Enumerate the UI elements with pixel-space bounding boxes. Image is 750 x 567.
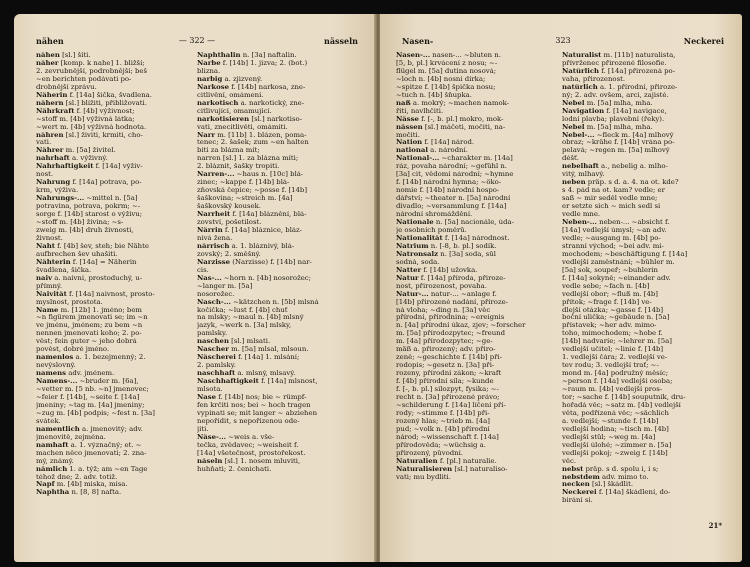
dictionary-line: sodná, soda. [396, 258, 440, 266]
dictionary-line: pud; ~volk n. [4b] přírodní [396, 425, 490, 433]
dictionary-line: neben präp. s d. a. 4. na ot. kde? [562, 179, 679, 187]
dictionary-line: věst; fein guter ~ jeho dobrá [36, 338, 137, 346]
dictionary-line: ~vetter m. [5 nb. ~n] jmenovec; [36, 386, 149, 394]
dictionary-line: ný; 2. adv. ovšem, arci, zajisté. [562, 91, 669, 99]
dictionary-line: 2. pamlsky. [197, 362, 236, 370]
dictionary-line: toho, mimochodem; ~hobe f. [562, 330, 663, 338]
dictionary-line: Näherin f. [14a] šička, švadlena. [36, 91, 152, 99]
right-column-1 [396, 52, 551, 481]
dictionary-line: kočička; ~lust f. [4b] chuť [197, 306, 288, 314]
dictionary-line: močiti. [396, 131, 420, 139]
dictionary-line: rozeny, přírodní zákon; ~kraft [396, 370, 502, 378]
dictionary-line: jazyk, ~werk n. [3a] mlsky, [197, 322, 292, 330]
dictionary-line: vati. [36, 139, 52, 147]
dictionary-line: f. [14a] sokyně; ~einander adv. [562, 274, 671, 282]
left-page-header [36, 36, 358, 48]
dictionary-line: věta, podřízená věc; ~sächlich [562, 409, 669, 417]
dictionary-line: Närrin f. [14a] bláznice, bláz- [197, 226, 302, 234]
dictionary-line: citlivění, omámení. [197, 91, 264, 99]
dictionary-line: rody; ~stimme f. [14b] při- [396, 409, 490, 417]
dictionary-line: a. vedlejší; ~stunde f. [14b] [562, 417, 659, 425]
dictionary-line: nevýslovný. [36, 362, 76, 370]
dictionary-line: Naturalist m. [11b] naturalista, [562, 52, 676, 59]
dictionary-line: Name m. [12b] 1. jméno; bem [36, 306, 142, 314]
signature-mark: 21* [708, 521, 722, 530]
dictionary-line: namenlos a. 1. bezejmenný; 2. [36, 354, 146, 362]
dictionary-line: ~en berichten podávati po- [36, 75, 132, 83]
dictionary-line: přirozený, původní. [396, 449, 463, 457]
dictionary-line: Näscherei f. [14a] 1. mlsání; [197, 354, 300, 362]
dictionary-line: jmeniny; ~tag m. [4a] jmeniny; [36, 401, 145, 409]
dictionary-line: Natur f. [14a] příroda, přiroze- [396, 274, 506, 282]
dictionary-line: cis. [197, 266, 209, 274]
dictionary-line: ~stoff m. [4b] živina; ~s- [36, 219, 124, 227]
dictionary-line: nähern [sl.] blížiti, přibližovati. [36, 99, 147, 107]
dictionary-line: [14b] nadvaríe; ~lehrer m. [5a] [562, 338, 672, 346]
dictionary-line: Naphtha n. [8, 8] nafta. [36, 489, 122, 497]
dictionary-line: vedlejší obor; ~fluß m. [4b] [562, 290, 658, 298]
dictionary-line: [14a] všetečnost, prostořekost. [197, 449, 306, 457]
dictionary-line: nähen [sl.] šíti. [36, 52, 91, 59]
dictionary-line: zovství, pošetilost. [197, 219, 262, 227]
dictionary-line: citlivující, omamující. [197, 107, 272, 115]
dictionary-line: vedle; ~ausgang m. [4b] po- [562, 234, 661, 242]
dictionary-line: Nährkraft f. [4b] výživnost; [36, 107, 135, 115]
dictionary-line: ~schilderung f. [14a] líčení pří- [396, 401, 506, 409]
dictionary-line: vedlejší stůl; ~weg m. [4a] [562, 433, 656, 441]
dictionary-line: Narrheit f. [14a] bláznění, blá- [197, 211, 307, 219]
page-number: — 322 — [178, 36, 216, 45]
dictionary-line: narbig a. zjizvený. [197, 75, 263, 83]
dictionary-line: Nasch-... ~kätzchen n. [5b] mlsná [197, 298, 319, 306]
dictionary-line: Nahrhaftigkeit f. [14a] výživ- [36, 163, 143, 171]
dictionary-line: näseln [sl.] 1. nosem mluviti, [197, 457, 301, 465]
dictionary-line: ~tuch n. [4b] šňupka. [396, 91, 472, 99]
right-page-header [402, 36, 724, 48]
right-column-2 [562, 52, 717, 505]
dictionary-line: Naphthalin n. [3a] naftalin. [197, 52, 297, 59]
dictionary-line: je osobních poměrů. [396, 226, 467, 234]
dictionary-line: Naturalisieren [sl.] naturaliso- [396, 465, 508, 473]
dictionary-line: mond m. [4a] podružný měsíc; [562, 370, 669, 378]
dictionary-line: namens adv. jménem. [36, 370, 115, 378]
dictionary-line: huhňati; 2. čenichati. [197, 465, 272, 473]
dictionary-line: mlsota. [197, 386, 223, 394]
dictionary-line: rodopis; ~gesetz n. [3a] při- [396, 362, 495, 370]
dictionary-line: ~wert m. [4b] výživná hodnota. [36, 123, 147, 131]
dictionary-line: Nässe f. [-, b. pl.] mokro, mok- [396, 115, 504, 123]
dictionary-line: přívrženec přirozené filosofie. [562, 59, 667, 67]
dictionary-line: živnost. [36, 234, 63, 242]
dictionary-line: [14a] vedlejší úmysl; ~an adv. [562, 226, 667, 234]
dictionary-line: švadlena, šička. [36, 266, 92, 274]
running-head-right: nässeln [324, 36, 358, 46]
dictionary-line: přírodní, přírodnina; ~ereignis [396, 314, 505, 322]
dictionary-line: blizna. [197, 67, 221, 75]
dictionary-line: Natronsalz n. [3a] soda, sůl [396, 250, 496, 258]
dictionary-line: zovský; 2. směšný. [197, 250, 261, 258]
dictionary-line: Natürlich f. [14a] přirozená po- [562, 67, 676, 75]
dictionary-line: Nation f. [14a] národ. [396, 139, 475, 147]
dictionary-line: jíti. [197, 425, 209, 433]
dictionary-line: Nährer m. [5a] živitel. [36, 147, 116, 155]
dictionary-line: Narbe f. [14b] 1. jizva; 2. (bot.) [197, 59, 308, 67]
dictionary-line: přímný. [36, 282, 63, 290]
dictionary-line: Napf m. [4b] miska, mísa. [36, 481, 128, 489]
dictionary-line: tor; ~sache f. [14b] souputník, dru- [562, 393, 686, 401]
open-book [14, 14, 742, 562]
dictionary-line: naß a. mokrý; ~machen namok- [396, 99, 509, 107]
dictionary-line: nost, přirozenost, povaha. [396, 282, 487, 290]
dictionary-line: närrisch a. 1. bláznivý, blá- [197, 242, 295, 250]
running-head-right: Neckerei [683, 36, 724, 46]
running-head-left: Nasen- [402, 36, 434, 46]
dictionary-line: Natrium n. [-8, b. pl.] sodík. [396, 242, 497, 250]
dictionary-line: krm, výživa. [36, 187, 79, 195]
dictionary-line: [5, b, pl.] krvácení z nosu; ~- [396, 59, 498, 67]
dictionary-line: šaškovský kousek. [197, 203, 261, 211]
dictionary-line: Namens-... ~bruder m. [6a], [36, 378, 139, 386]
dictionary-line: zňovská čepice; ~posse f. [14b] [197, 187, 308, 195]
dictionary-line: ve jménu, jménem; zu bem ~n [36, 322, 143, 330]
dictionary-line: nebstdem adv. mimo to. [562, 473, 649, 481]
dictionary-line: Nebel-... ~fleck m. [4a] mlhový [562, 131, 674, 139]
running-head-left: nähen [36, 36, 64, 46]
dictionary-line: svátek. [36, 417, 61, 425]
dictionary-line: rozený hlas; ~trieb m. [4a] [396, 417, 490, 425]
dictionary-line: nähren [sl.] živiti, krmiti, cho- [36, 131, 143, 139]
dictionary-line: näher [komp. k nahe] 1. bližší; [36, 59, 145, 67]
dictionary-line: Naht f. [4b] šev, steh; bie Nähte [36, 242, 149, 250]
dictionary-line: obraz; ~krähe f. [14b] vrána po- [562, 139, 675, 147]
dictionary-line: Narzisse (Narzisse) f. [14b] nar- [197, 258, 312, 266]
dictionary-line: tenec; 2. šašek; zum ~en halten [197, 139, 309, 147]
dictionary-line: potravina, potrava, pokrm; ~- [36, 203, 141, 211]
dictionary-line: s 4. pád na ot. kam? vedle; er [562, 187, 665, 195]
dictionary-line: sorge f. [14b] starost o výživu; [36, 211, 143, 219]
dictionary-line: mochodem; ~beschäftigung f. [14a] [562, 250, 688, 258]
dictionary-line: f. [14b] národní hymna; ~öko- [396, 179, 502, 187]
left-column-2 [197, 52, 352, 474]
dictionary-line: 2. zevrubnější, podrobnější; beš [36, 67, 148, 75]
dictionary-line: Narren-... ~haus n. [10c] blá- [197, 171, 304, 179]
dictionary-line: ~stoff m. [4b] výživná látka; [36, 115, 135, 123]
dictionary-line: tev rodu; 3. vedlejší trať; ~- [562, 362, 659, 370]
right-page [380, 14, 742, 562]
dictionary-line: Natur-... natur-... ~anlage f. [396, 290, 497, 298]
dictionary-line: ráz, povaha národní; ~gefühl n. [396, 163, 507, 171]
dictionary-line: na mlsky; ~maul n. [4b] mlsný [197, 314, 304, 322]
dictionary-line: vedlejší učitel; ~linie f. [14b] [562, 346, 664, 354]
dictionary-line: saß ~ mir seděl vedle mne; [562, 195, 658, 203]
dictionary-line: naiv a. naivní, prostoduchý, u- [36, 274, 143, 282]
dictionary-line: 1. vedlejší čára; 2. vedlejší ve- [562, 354, 668, 362]
dictionary-line: [3a] cit, vědomí národní; ~hymne [396, 171, 514, 179]
dictionary-line: pověst, dobré jméno. [36, 346, 110, 354]
dictionary-line: Nasen-... nasen-... ~bluten n. [396, 52, 501, 59]
dictionary-line: Nebel m. [5a] mlha, mha. [562, 99, 653, 107]
dictionary-line: nosorožec. [197, 290, 235, 298]
dictionary-line: Navigation f. [14a] navigace, [562, 107, 667, 115]
dictionary-line: aufbrechen šev uhašiti. [36, 250, 118, 258]
dictionary-line: zinec; ~kappe f. [14b] blá- [197, 179, 290, 187]
dictionary-line: necken [sl.] škádlit. [562, 481, 634, 489]
dictionary-line: nahrhaft a. výživný. [36, 155, 108, 163]
dictionary-line: nomie f. [14b] národní hospo- [396, 187, 500, 195]
dictionary-line: národ; ~wissenschaft f. [14a] [396, 433, 499, 441]
dictionary-line: ~spitze f. [14b] špička nosu; [396, 83, 496, 91]
dictionary-line: drobnější zprávu. [36, 83, 97, 91]
dictionary-line: fen krčiti nos; bei ~ hoch tragen [197, 401, 311, 409]
dictionary-line: nivá žena. [197, 234, 233, 242]
dictionary-line: vati; mu bydliti. [396, 473, 451, 481]
dictionary-line: vati, znecitlivěti, omámiti. [197, 123, 288, 131]
dictionary-line: ~raum m. [4b] vedlejší pros- [562, 386, 663, 394]
dictionary-line: vedlejší úlohé; ~zimmer n. [5a] [562, 441, 672, 449]
dictionary-line: f. [4b] přírodní síla; ~kunde [396, 378, 494, 386]
dictionary-line: m. [5a] přírodozpytec; ~freund [396, 330, 506, 338]
dictionary-line: ~loch n. [4b] nosní dírka; [396, 75, 486, 83]
dictionary-line: jmenovitě, zejména. [36, 433, 106, 441]
dictionary-line: er setzte sich ~ mich sedl si [562, 203, 661, 211]
dictionary-line: přístavek; ~her adv. mimo- [562, 322, 657, 330]
dictionary-line: National-... ~charakter m. [14a] [396, 155, 513, 163]
dictionary-line: namentlich a. jmenovitý; adv. [36, 425, 143, 433]
dictionary-line: mý, známý. [36, 457, 74, 465]
dictionary-line: vitý, mlhavý. [562, 171, 605, 179]
dictionary-line: nennen jmenovati koho; 2. po- [36, 330, 142, 338]
dictionary-line: nost. [36, 171, 54, 179]
dictionary-line: téhož dne; 2. adv. totiž. [36, 473, 118, 481]
dictionary-line: narkotisch a. narkotický, zne- [197, 99, 305, 107]
dictionary-line: ~person f. [14a] vedlejší osoba; [562, 378, 673, 386]
dictionary-line: pamlsky. [197, 330, 228, 338]
dictionary-line: naschhaft a. mlsný, mlsavý. [197, 370, 296, 378]
dictionary-line: Nebel m. [5a] mlha, mha. [562, 123, 653, 131]
dictionary-line: přítok; ~frage f. [14b] ve- [562, 298, 652, 306]
dictionary-line: tečka, zvědavec; ~weisheit f. [197, 441, 299, 449]
dictionary-line: národní shromáždění. [396, 211, 473, 219]
dictionary-line: Nas-... ~horn n. [4b] nosorožec; [197, 274, 311, 282]
dictionary-line: řiti, navlhčiti. [396, 107, 444, 115]
dictionary-line: recht n. [3a] přirozené právo; [396, 393, 500, 401]
dictionary-line: nebelhaft a., nebelig a. mlho- [562, 163, 668, 171]
dictionary-line: Nase f. [14b] nos; bie ~ rümpf- [197, 393, 307, 401]
dictionary-line: stranní východ; ~bei adv. mi- [562, 242, 664, 250]
dictionary-line: ~feier f. [14b], ~seite f. [14a] [36, 393, 140, 401]
dictionary-line: Nascher m. [5a] mlsal, mlsoun. [197, 346, 309, 354]
dictionary-line: narren [sl.] 1. za blázna míti; [197, 155, 299, 163]
dictionary-line: dlejší otázka; ~gasse f. [14b] [562, 306, 664, 314]
dictionary-line: [5a] sok, soupeř; ~buhlerin [562, 266, 658, 274]
dictionary-line: vaha, přirozenost. [562, 75, 626, 83]
dictionary-line: flügel m. [5a] dutina nosová; [396, 67, 497, 75]
dictionary-line: déšť. [562, 155, 579, 163]
dictionary-line: f. [-, b. pl.] silozpyt, fysika; ~- [396, 386, 499, 394]
dictionary-line: vypínati se; mit langer ~ abziehen [197, 409, 318, 417]
dictionary-line: ná vloha; ~ding n. [3a] věc [396, 306, 491, 314]
dictionary-line: boční ulička; ~gebäude n. [5a] [562, 314, 670, 322]
dictionary-line: ~n figürem jmenovati se; im ~n [36, 314, 148, 322]
dictionary-line: lodní plavba; plavební (řeky). [562, 115, 665, 123]
dictionary-line: Näse-... ~weis a. vše- [197, 433, 275, 441]
dictionary-line: vedlejší hodina; ~tisch m. [4b] [562, 425, 669, 433]
dictionary-line: Narkose f. [14b] narkosa, zne- [197, 83, 306, 91]
dictionary-line: Naivität f. [14a] naivnost, prosto- [36, 290, 155, 298]
dictionary-line: Natter f. [14b] užovka. [396, 266, 478, 274]
dictionary-line: myslnost, prostota. [36, 298, 103, 306]
dictionary-line: nebst präp. s d. spolu i, i s; [562, 465, 659, 473]
left-page [14, 14, 376, 562]
dictionary-line: Nahrungs-... ~mittel n. [5a] [36, 195, 138, 203]
dictionary-line: ~zug m. [4b] podpis; ~fest n. [3a] [36, 409, 155, 417]
dictionary-line: věc. [562, 457, 577, 465]
dictionary-line: machen něco jmenovati; 2. zna- [36, 449, 147, 457]
dictionary-line: šaškovina; ~streich m. [4a] [197, 195, 293, 203]
dictionary-line: ~langer m. [5a] [197, 282, 253, 290]
dictionary-line: Nähterin f. [14a] = Näherin [36, 258, 137, 266]
dictionary-line: 2. bláznit, šašky tropiti. [197, 163, 280, 171]
dictionary-line: vedlejší zaměstnání; ~bühler m. [562, 258, 675, 266]
dictionary-line: Neckerei f. [14a] škádlení, do- [562, 489, 671, 497]
dictionary-line: narkotisieren [sl.] narkotiso- [197, 115, 303, 123]
dictionary-line: bíti za blázna mít; [197, 147, 260, 155]
dictionary-line: vedle sebe; ~fach n. [4b] [562, 282, 650, 290]
dictionary-line: [14b] přirozené nadání, přiroze- [396, 298, 508, 306]
dictionary-line: national a. národní. [396, 147, 468, 155]
dictionary-line: zeně; ~geschichte f. [14b] při- [396, 354, 503, 362]
dictionary-line: Neben-... neben-... ~absicht f. [562, 219, 670, 227]
page-number: 323 [555, 36, 571, 45]
dictionary-line: namhaft a. 1. význačný; et. ~ [36, 441, 142, 449]
dictionary-line: nässen [sl.] máčeti, močiti, na- [396, 123, 506, 131]
dictionary-line: Nationalität f. [14a] národnost. [396, 234, 510, 242]
dictionary-line: dářství; ~theater n. [5a] národní [396, 195, 511, 203]
left-column-1 [36, 52, 191, 497]
dictionary-line: pelavá; ~regen m. [5a] mlhový [562, 147, 670, 155]
dictionary-line: Nationale n. [5a] nacionále, úda- [396, 219, 514, 227]
dictionary-line: nämlich 1. a. týž; am ~en Tage [36, 465, 148, 473]
dictionary-line: natürlich a. 1. přírodní, přiroze- [562, 83, 678, 91]
dictionary-line: hořadá věc; ~satz m. [4b] vedlejší [562, 401, 681, 409]
dictionary-line: m. [4a] přírodozpytec; ~ge- [396, 338, 493, 346]
dictionary-line: Naturalien f. [pl.] naturalie. [396, 457, 497, 465]
dictionary-line: přírodověda; ~wüchsig a. [396, 441, 486, 449]
dictionary-line: Naschhaftigkeit f. [14a] mlsnost, [197, 378, 318, 386]
dictionary-line: Narr m. [11b] 1. blázen, poma- [197, 131, 307, 139]
dictionary-line: birání si. [562, 497, 593, 505]
dictionary-line: vedle mne. [562, 211, 601, 219]
dictionary-line: vedlejší pokoj; ~zweig f. [14b] [562, 449, 668, 457]
dictionary-line: naschen [sl.] mlsati. [197, 338, 271, 346]
dictionary-line: Nahrung f. [14a] potrava, po- [36, 179, 142, 187]
dictionary-line: zweig m. [4b] druh živnosti, [36, 226, 134, 234]
dictionary-line: divadlo; ~versammlung f. [14a] [396, 203, 507, 211]
dictionary-line: nepořídit, s nepořízenou ode- [197, 417, 300, 425]
dictionary-line: mäß a. přirozený; adv. přiro- [396, 346, 496, 354]
dictionary-line: n. [4a] přírodní úkaz, zjev; ~forscher [396, 322, 526, 330]
